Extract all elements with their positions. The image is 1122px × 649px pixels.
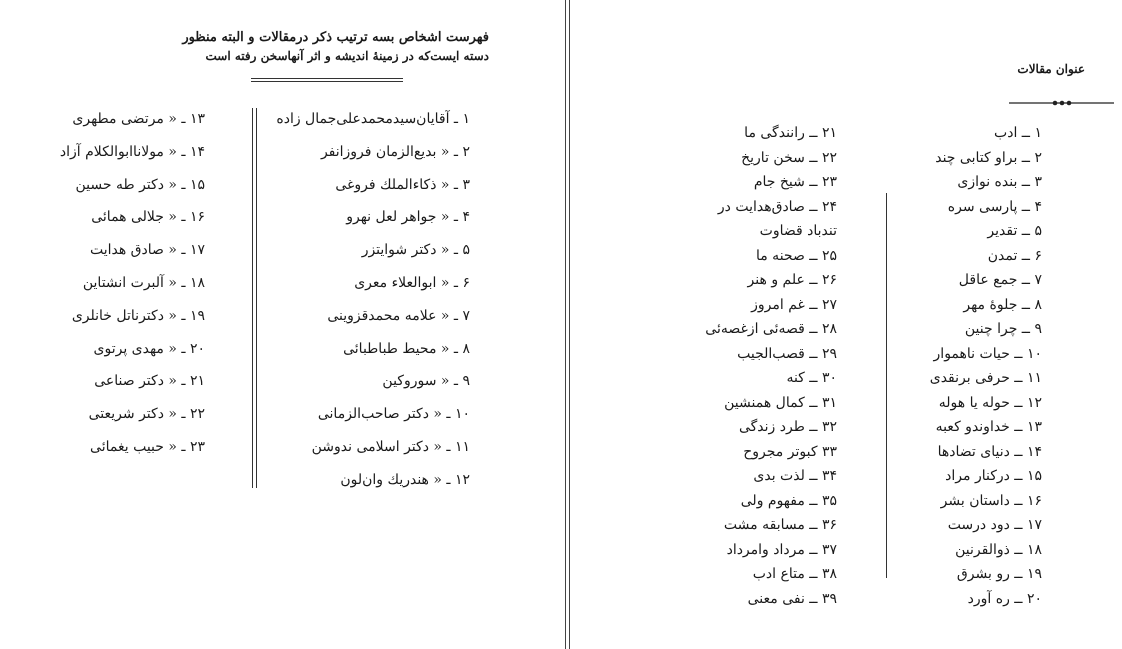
list-item: ۳ ــ بنده نوازی — [957, 174, 1042, 190]
list-item: ۱۷ ـ « صادق هدایت — [89, 242, 205, 259]
list-item: ۳۱ ــ کمال همنشین — [724, 394, 837, 411]
list-item: تندباد قضاوت — [759, 223, 837, 239]
left-page — [0, 0, 560, 649]
list-item: ۸ ـ « محیط طباطبائی — [343, 340, 470, 357]
list-item: ۱۵ ـ « دکتر طه حسین — [75, 176, 205, 193]
list-item: ۵ ــ تقدیر — [987, 223, 1042, 239]
list-item: ۲۸ ــ قصه‌ئی ازغصه‌ئی — [705, 321, 837, 337]
people-index-heading-line1: فهرست اشخاص بسه ترتیب ذکر درمقالات و البته منظور — [182, 30, 489, 45]
right-page — [572, 0, 1122, 649]
list-item: ۲۲ ـ « دکتر شریعتی — [88, 406, 205, 423]
list-item: ۸ ــ جلوهٔ مهر — [963, 296, 1042, 313]
list-item: ۱۳ ــ خداوندو کعبه — [935, 419, 1042, 435]
list-item: ۲۲ ــ سخن تاریخ — [741, 149, 837, 166]
list-item: ۱۷ ــ دود درست — [947, 517, 1042, 533]
list-item: ۱۹ ـ « دکترناتل خانلری — [71, 307, 205, 324]
list-item: ۱۴ ـ « مولاناابوالکلام آزاد — [59, 143, 205, 160]
list-item: ۲۰ ــ ره آورد — [967, 590, 1042, 607]
list-item: ۲۷ ــ غم امروز — [751, 296, 837, 313]
list-item: ۲ ــ براو کتابی چند — [935, 149, 1042, 166]
list-item: ۲۹ ــ قصب‌الجیب — [737, 345, 837, 362]
list-item: ۴ ــ پارسی سره — [947, 198, 1042, 215]
list-item: ۳۳ کبوتر مجروح — [743, 443, 837, 460]
people-index-heading-line2: دسته ایست‌که در زمینهٔ اندیشه و اثر آنهاسخن رفته است — [205, 49, 489, 63]
list-item: ۲۵ ــ صحنه ما — [755, 247, 837, 264]
list-item: ۲۴ ــ صادق‌هدایت در — [717, 198, 837, 215]
list-item: ۳۲ ــ طرد زندگی — [738, 419, 837, 435]
list-item: ۱۲ ــ حوله یا هوله — [938, 394, 1042, 411]
list-item: ۱ ــ ادب — [994, 125, 1042, 141]
list-item: ۲۳ ـ « حبیب یغمائی — [90, 438, 205, 455]
heading-rule — [251, 78, 403, 79]
list-item: ۶ ــ تمدن — [987, 247, 1042, 264]
list-item: ۶ ـ « ابوالعلاء معری — [354, 274, 470, 291]
list-item: ۱ ـ آقایان‌سیدمحمدعلی‌جمال زاده — [276, 111, 470, 127]
list-item: ۱۴ ــ دنیای تضادها — [937, 443, 1042, 460]
list-item: ۱۱ ــ حرفی برنقدی — [929, 370, 1042, 386]
list-item: ۲۳ ــ شیخ جام — [753, 174, 837, 190]
list-item: ۲۱ ــ رانندگی ما — [744, 125, 837, 141]
articles-index-heading: عنوان مقالات — [1017, 62, 1085, 76]
list-item: ۲۶ ــ علم و هنر — [747, 272, 837, 288]
list-item: ۴ ـ « جواهر لعل نهرو — [346, 209, 470, 226]
list-item: ۱۶ ـ « جلالی همائی — [91, 209, 205, 226]
list-item: ۱۱ ـ « دکتر اسلامی ندوشن — [311, 438, 470, 455]
list-item: ۱۲ ـ « هندریك وان‌لون — [340, 471, 470, 488]
ornament-divider-icon — [1009, 100, 1114, 106]
heading-rule — [251, 81, 403, 82]
list-item: ۳۹ ــ نفی معنی — [747, 590, 837, 607]
list-item: ۱۵ ــ درکنار مراد — [945, 468, 1042, 484]
list-item: ۳۴ ــ لذت بدی — [753, 468, 837, 484]
column-divider — [252, 108, 253, 488]
list-item: ۹ ــ چرا چنین — [964, 321, 1042, 337]
list-item: ۹ ـ « سوروکین — [382, 373, 470, 390]
people-list-column-2 — [5, 103, 205, 464]
list-item: ۳۶ ــ مسابقه مشت — [723, 517, 837, 533]
list-item: ۱۸ ــ ذوالقرنین — [955, 541, 1042, 558]
column-divider — [886, 193, 887, 578]
list-item: ۱۰ ـ « دکتر صاحب‌الزمانی — [317, 406, 470, 423]
list-item: ۳۰ ــ کنه — [786, 370, 837, 386]
people-list-column-1 — [270, 103, 470, 497]
list-item: ۲ ـ « بدیع‌الزمان فروزانفر — [320, 143, 470, 160]
list-item: ۱۰ ــ حیات ناهموار — [933, 345, 1042, 362]
list-item: ۷ ـ « علامه محمدقزوینی — [327, 307, 470, 324]
list-item: ۲۰ ـ « مهدی پرتوی — [93, 340, 205, 357]
list-item: ۳۸ ــ متاع ادب — [752, 566, 837, 582]
list-item: ۱۸ ـ « آلبرت انشتاین — [82, 274, 205, 291]
column-divider — [256, 108, 257, 488]
list-item: ۵ ـ « دکتر شوایتزر — [361, 242, 470, 259]
list-item: ۱۹ ــ رو بشرق — [956, 566, 1042, 582]
list-item: ۱۶ ــ داستان بشر — [940, 492, 1042, 509]
list-item: ۳۵ ــ مفهوم ولی — [740, 492, 837, 509]
list-item: ۷ ــ جمع عاقل — [958, 272, 1042, 288]
articles-list-column-2 — [657, 121, 837, 611]
articles-list-column-1 — [882, 121, 1042, 611]
list-item: ۲۱ ـ « دکتر صناعی — [94, 373, 205, 390]
list-item: ۱۳ ـ « مرتضی مطهری — [72, 111, 205, 127]
book-spine-line — [565, 0, 566, 649]
list-item: ۳۷ ــ مرداد وامرداد — [726, 541, 837, 558]
list-item: ۳ ـ « ذکاءالملك فروغی — [335, 176, 470, 193]
book-spine-line — [569, 0, 570, 649]
